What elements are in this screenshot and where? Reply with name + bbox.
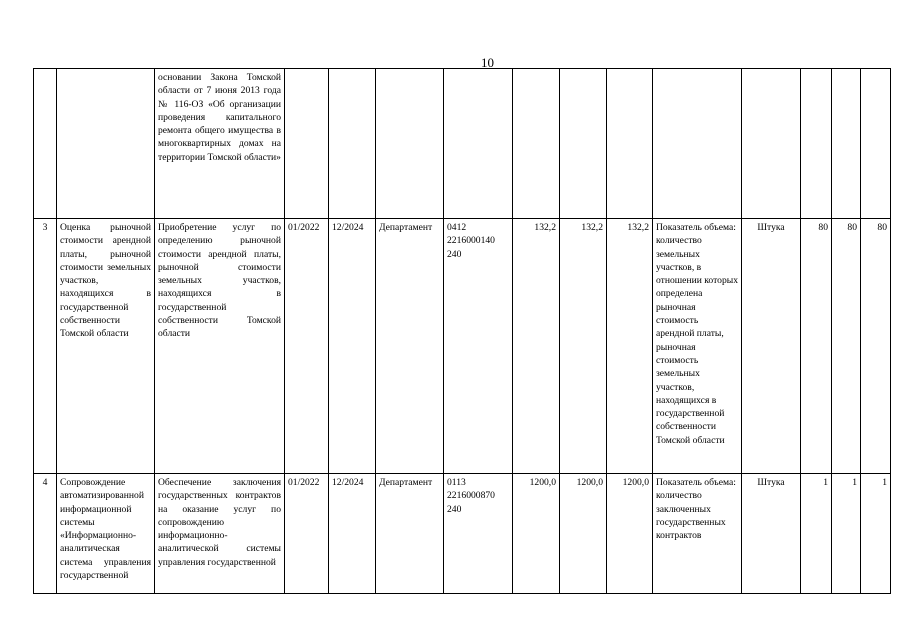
cell-basis: основании Закона Томской области от 7 июня 2013 года № 116-ОЗ «Об организации проведения капитального ремонта общего имущества в многоквартирных домах на территории Томской области» bbox=[155, 69, 285, 219]
table-row bbox=[34, 474, 891, 594]
cell-end bbox=[329, 69, 376, 219]
cell-ind-2022: 1 bbox=[801, 474, 832, 594]
cell-code bbox=[444, 219, 513, 474]
cell-ind-2024: 80 bbox=[861, 219, 891, 474]
cell-ind-2024 bbox=[861, 69, 891, 219]
cell-value-2024: 1200,0 bbox=[607, 474, 653, 594]
cell-num: 3 bbox=[34, 219, 57, 474]
code-section: 0412 bbox=[447, 222, 467, 233]
cell-ind-2022: 80 bbox=[801, 219, 832, 474]
cell-name: Сопровождение автоматизированной информационной системы «Информационно-аналитическая система управления государственной bbox=[57, 474, 155, 594]
cell-unit: Штука bbox=[742, 474, 801, 594]
cell-code bbox=[444, 474, 513, 594]
cell-code bbox=[444, 69, 513, 219]
cell-value-2024: 132,2 bbox=[607, 219, 653, 474]
cell-ind-2024: 1 bbox=[861, 474, 891, 594]
cell-basis: Приобретение услуг по определению рыночной стоимости арендной платы, рыночной стоимости земельных участков, находящихся в государственной собственности Томской области bbox=[155, 219, 285, 474]
cell-ind-2023: 80 bbox=[832, 219, 861, 474]
program-table bbox=[33, 68, 891, 594]
cell-name: Оценка рыночной стоимости арендной платы, рыночной стоимости земельных участков, находящихся в государственной собственности Томской области bbox=[57, 219, 155, 474]
code-target: 2216000870 bbox=[447, 490, 495, 502]
cell-value-2024 bbox=[607, 69, 653, 219]
cell-ind-2022 bbox=[801, 69, 832, 219]
code-target: 2216000140 bbox=[447, 235, 495, 247]
cell-unit: Штука bbox=[742, 219, 801, 474]
cell-indicator: Показатель объема: количество заключенных государственных контрактов bbox=[653, 474, 742, 594]
cell-value-2023: 132,2 bbox=[560, 219, 607, 474]
cell-executor bbox=[376, 69, 444, 219]
page-number: 10 bbox=[481, 55, 494, 70]
cell-indicator bbox=[653, 69, 742, 219]
cell-value-2022: 132,2 bbox=[513, 219, 560, 474]
cell-basis: Обеспечение заключения государственных контрактов на оказание услуг по сопровождению информационно-аналитической системы управления государственной bbox=[155, 474, 285, 594]
table-row bbox=[34, 69, 891, 219]
cell-value-2022: 1200,0 bbox=[513, 474, 560, 594]
table-row bbox=[34, 219, 891, 474]
cell-end: 12/2024 bbox=[329, 474, 376, 594]
code-section: 0113 bbox=[447, 477, 466, 488]
cell-executor: Департамент bbox=[376, 219, 444, 474]
cell-start bbox=[285, 69, 329, 219]
code-type: 240 bbox=[447, 248, 462, 260]
cell-num: 4 bbox=[34, 474, 57, 594]
cell-ind-2023 bbox=[832, 69, 861, 219]
cell-num bbox=[34, 69, 57, 219]
cell-start: 01/2022 bbox=[285, 219, 329, 474]
cell-name bbox=[57, 69, 155, 219]
cell-start: 01/2022 bbox=[285, 474, 329, 594]
cell-value-2023: 1200,0 bbox=[560, 474, 607, 594]
cell-unit bbox=[742, 69, 801, 219]
cell-indicator: Показатель объема: количество земельных участков, в отношении которых определена рыночная стоимость арендной платы, рыночная стоимость земельных участков, находящихся в государственной собственности Томской области bbox=[653, 219, 742, 474]
cell-executor: Департамент bbox=[376, 474, 444, 594]
cell-end: 12/2024 bbox=[329, 219, 376, 474]
cell-ind-2023: 1 bbox=[832, 474, 861, 594]
code-type: 240 bbox=[447, 503, 462, 515]
cell-value-2023 bbox=[560, 69, 607, 219]
cell-value-2022 bbox=[513, 69, 560, 219]
